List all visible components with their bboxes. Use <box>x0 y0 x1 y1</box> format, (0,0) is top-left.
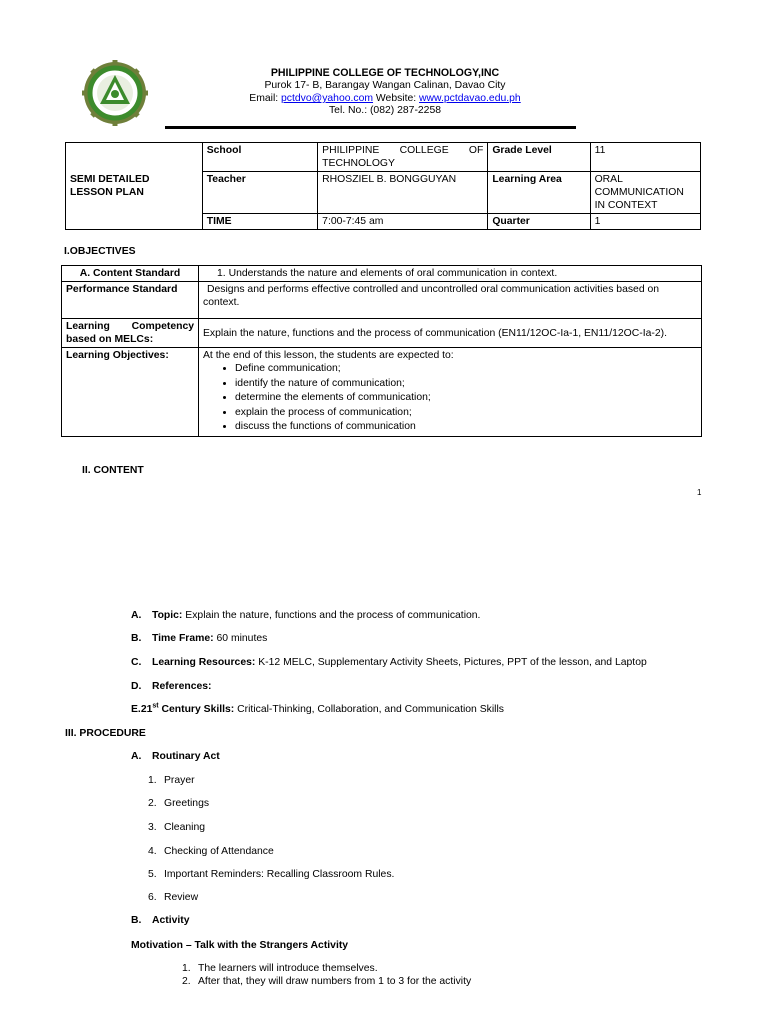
item-text: Review <box>164 892 199 903</box>
college-name: PHILIPPINE COLLEGE OF TECHNOLOGY,INC <box>270 67 500 79</box>
activity-line <box>131 914 190 927</box>
references-letter: D. <box>131 681 142 692</box>
objectives-table <box>61 265 702 437</box>
item-text: Checking of Attendance <box>164 846 274 857</box>
list-item: • determine the elements of communication; <box>235 391 697 406</box>
list-item <box>148 797 209 810</box>
resources-label: Learning Resources: <box>152 657 256 668</box>
list-item: • discuss the functions of communication <box>235 420 697 435</box>
learning-area-label: Learning Area <box>488 172 590 214</box>
routinary-letter: A. <box>131 751 142 762</box>
references-label: References: <box>152 681 212 692</box>
learning-area-value: ORAL COMMUNICATION IN CONTEXT <box>590 172 700 214</box>
college-address: Purok 17- B, Barangay Wangan Calinan, Davao City <box>264 80 506 91</box>
learning-objectives-cell <box>199 348 702 437</box>
learning-competency-label: Learning Competency based on MELCs: <box>62 319 199 348</box>
item-text: Prayer <box>164 775 195 786</box>
content-standard-label: A. Content Standard <box>62 266 199 282</box>
website-link[interactable]: www.pctdavao.edu.ph <box>419 93 521 104</box>
item-text: The learners will introduce themselves. <box>198 963 378 974</box>
motivation-heading: Motivation – Talk with the Strangers Activity <box>131 940 349 951</box>
objectives-heading: I.OBJECTIVES <box>64 246 136 257</box>
procedure-heading: III. PROCEDURE <box>65 728 146 739</box>
time-value: 7:00-7:45 am <box>318 214 488 230</box>
references-line <box>131 680 212 693</box>
learning-competency-value: Explain the nature, functions and the process of communication (EN11/12OC-Ia-1, EN11/12OC-Ia-2). <box>199 319 702 348</box>
school-logo-icon <box>82 60 148 126</box>
item-text: Important Reminders: Recalling Classroom Rules. <box>164 869 395 880</box>
quarter-label: Quarter <box>488 214 590 230</box>
item-number: 1. <box>148 775 157 786</box>
item-number: 5. <box>148 869 157 880</box>
topic-line <box>131 609 480 622</box>
content-heading: II. CONTENT <box>82 465 144 476</box>
grade-level-value: 11 <box>590 143 700 172</box>
item-number: 1. <box>182 963 191 974</box>
skills-sup: st <box>152 702 159 710</box>
doc-type: SEMI DETAILED LESSON PLAN <box>66 143 203 230</box>
skills-label: Century Skills: <box>158 704 235 715</box>
item-number: 2. <box>182 976 191 987</box>
item-text: Greetings <box>164 798 210 809</box>
learning-resources-line <box>131 656 647 669</box>
list-item <box>148 774 195 787</box>
list-item <box>182 962 378 975</box>
time-frame-letter: B. <box>131 633 142 644</box>
routinary-label: Routinary Act <box>152 751 220 762</box>
activity-letter: B. <box>131 915 142 926</box>
list-item: • explain the process of communication; <box>235 406 697 421</box>
topic-value: Explain the nature, functions and the process of communication. <box>185 610 481 621</box>
time-frame-line <box>131 632 267 645</box>
learning-objectives-list <box>203 362 697 435</box>
list-item <box>148 821 205 834</box>
item-number: 4. <box>148 846 157 857</box>
resources-value: K-12 MELC, Supplementary Activity Sheets, Pictures, PPT of the lesson, and Laptop <box>258 657 647 668</box>
school-value: PHILIPPINE COLLEGE OF TECHNOLOGY <box>318 143 488 172</box>
performance-standard-label: Performance Standard <box>62 282 199 319</box>
topic-label: Topic: <box>152 610 183 621</box>
lesson-info-table <box>65 142 701 230</box>
item-text: Cleaning <box>164 822 206 833</box>
list-item: • Define communication; <box>235 362 697 377</box>
content-standard-cell <box>199 266 702 282</box>
school-label: School <box>202 143 317 172</box>
page-number: 1 <box>697 488 702 497</box>
email-link[interactable]: pctdvo@yahoo.com <box>281 93 374 104</box>
content-standard-value: Understands the nature and elements of oral communication in context. <box>228 268 558 279</box>
item-number: 3. <box>148 822 157 833</box>
time-frame-value: 60 minutes <box>216 633 268 644</box>
skills-value: Critical-Thinking, Collaboration, and Communication Skills <box>237 704 504 715</box>
topic-letter: A. <box>131 610 142 621</box>
resources-letter: C. <box>131 657 142 668</box>
teacher-value: RHOSZIEL B. BONGGUYAN <box>318 172 488 214</box>
list-item <box>148 868 394 881</box>
time-label: TIME <box>202 214 317 230</box>
list-item <box>148 845 274 858</box>
learning-objectives-intro: At the end of this lesson, the students are expected to: <box>203 350 454 361</box>
skills-prefix: E.21 <box>131 704 153 715</box>
item-number: 2. <box>148 798 157 809</box>
learning-objectives-label: Learning Objectives: <box>62 348 199 437</box>
list-item: • identify the nature of communication; <box>235 377 697 392</box>
performance-standard-value: Designs and performs effective controlled and uncontrolled oral communication activities based on context. <box>199 282 702 319</box>
teacher-label: Teacher <box>202 172 317 214</box>
header-divider <box>165 126 576 129</box>
telephone: Tel. No.: (082) 287-2258 <box>328 105 442 116</box>
item-number: 6. <box>148 892 157 903</box>
item-text: After that, they will draw numbers from 1 to 3 for the activity <box>198 976 472 987</box>
website-label: Website: <box>375 93 417 104</box>
century-skills-line <box>131 703 504 716</box>
quarter-value: 1 <box>590 214 700 230</box>
list-item <box>148 891 198 904</box>
activity-label: Activity <box>152 915 190 926</box>
grade-level-label: Grade Level <box>488 143 590 172</box>
email-label: Email: <box>249 93 279 104</box>
time-frame-label: Time Frame: <box>152 633 214 644</box>
routinary-act-line <box>131 750 220 763</box>
content-standard-number: 1. <box>217 268 226 279</box>
list-item <box>182 975 471 988</box>
